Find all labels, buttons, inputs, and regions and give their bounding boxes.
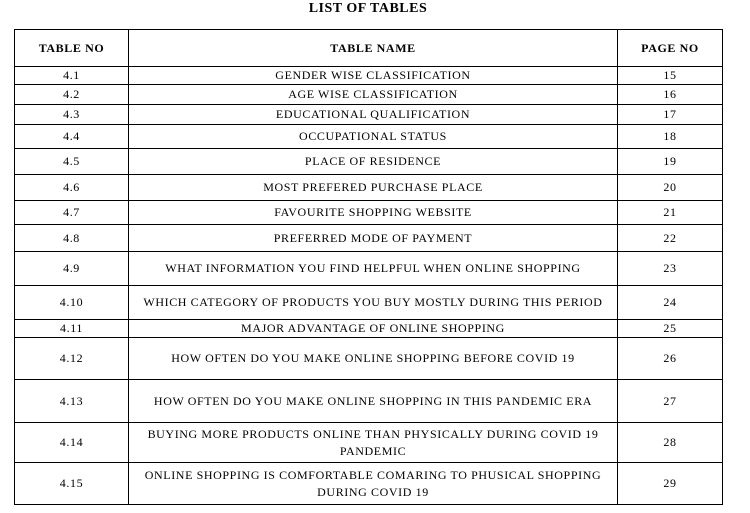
page-no-cell: 27: [618, 380, 723, 423]
table-no-cell: 4.3: [15, 105, 129, 125]
table-header-row: [15, 30, 723, 67]
table-name-cell: BUYING MORE PRODUCTS ONLINE THAN PHYSICALLY DURING COVID 19 PANDEMIC: [129, 423, 618, 463]
page-no-cell: 21: [618, 201, 723, 225]
table-no-cell: 4.8: [15, 225, 129, 252]
page-no-cell: 18: [618, 125, 723, 149]
page-no-cell: 19: [618, 149, 723, 175]
table-no-cell: 4.1: [15, 67, 129, 85]
table-name-cell: MOST PREFERED PURCHASE PLACE: [129, 175, 618, 201]
table-name-cell: HOW OFTEN DO YOU MAKE ONLINE SHOPPING IN THIS PANDEMIC ERA: [129, 380, 618, 423]
table-row: [15, 252, 723, 286]
page-no-cell: 28: [618, 423, 723, 463]
table-row: [15, 201, 723, 225]
header-page-no: PAGE NO: [618, 30, 723, 67]
table-row: [15, 286, 723, 320]
list-of-tables: [14, 29, 723, 505]
page-no-cell: 26: [618, 338, 723, 380]
table-row: [15, 149, 723, 175]
table-no-cell: 4.15: [15, 463, 129, 505]
table-row: [15, 225, 723, 252]
page-no-cell: 25: [618, 320, 723, 338]
table-name-cell: GENDER WISE CLASSIFICATION: [129, 67, 618, 85]
page-no-cell: 16: [618, 85, 723, 105]
page-no-cell: 15: [618, 67, 723, 85]
table-no-cell: 4.11: [15, 320, 129, 338]
table-row: [15, 423, 723, 463]
page-no-cell: 29: [618, 463, 723, 505]
table-row: [15, 463, 723, 505]
table-row: [15, 320, 723, 338]
table-no-cell: 4.13: [15, 380, 129, 423]
table-no-cell: 4.14: [15, 423, 129, 463]
header-table-name: TABLE NAME: [129, 30, 618, 67]
table-no-cell: 4.2: [15, 85, 129, 105]
table-no-cell: 4.7: [15, 201, 129, 225]
table-name-cell: EDUCATIONAL QUALIFICATION: [129, 105, 618, 125]
header-table-no: TABLE NO: [15, 30, 129, 67]
page-no-cell: 24: [618, 286, 723, 320]
table-no-cell: 4.10: [15, 286, 129, 320]
table-row: [15, 125, 723, 149]
table-row: [15, 338, 723, 380]
table-name-cell: FAVOURITE SHOPPING WEBSITE: [129, 201, 618, 225]
table-no-cell: 4.4: [15, 125, 129, 149]
table-no-cell: 4.9: [15, 252, 129, 286]
page-no-cell: 20: [618, 175, 723, 201]
table-no-cell: 4.12: [15, 338, 129, 380]
table-name-cell: PLACE OF RESIDENCE: [129, 149, 618, 175]
page-no-cell: 23: [618, 252, 723, 286]
table-no-cell: 4.5: [15, 149, 129, 175]
table-name-cell: MAJOR ADVANTAGE OF ONLINE SHOPPING: [129, 320, 618, 338]
table-name-cell: OCCUPATIONAL STATUS: [129, 125, 618, 149]
page-no-cell: 22: [618, 225, 723, 252]
table-no-cell: 4.6: [15, 175, 129, 201]
table-row: [15, 85, 723, 105]
page-title: LIST OF TABLES: [308, 1, 428, 16]
table-row: [15, 67, 723, 85]
table-name-cell: WHICH CATEGORY OF PRODUCTS YOU BUY MOSTLY DURING THIS PERIOD: [129, 286, 618, 320]
table-name-cell: HOW OFTEN DO YOU MAKE ONLINE SHOPPING BEFORE COVID 19: [129, 338, 618, 380]
page-no-cell: 17: [618, 105, 723, 125]
table-name-cell: AGE WISE CLASSIFICATION: [129, 85, 618, 105]
table-name-cell: WHAT INFORMATION YOU FIND HELPFUL WHEN ONLINE SHOPPING: [129, 252, 618, 286]
table-row: [15, 380, 723, 423]
table-row: [15, 175, 723, 201]
table-name-cell: PREFERRED MODE OF PAYMENT: [129, 225, 618, 252]
table-row: [15, 105, 723, 125]
table-name-cell: ONLINE SHOPPING IS COMFORTABLE COMARING TO PHUSICAL SHOPPING DURING COVID 19: [129, 463, 618, 505]
